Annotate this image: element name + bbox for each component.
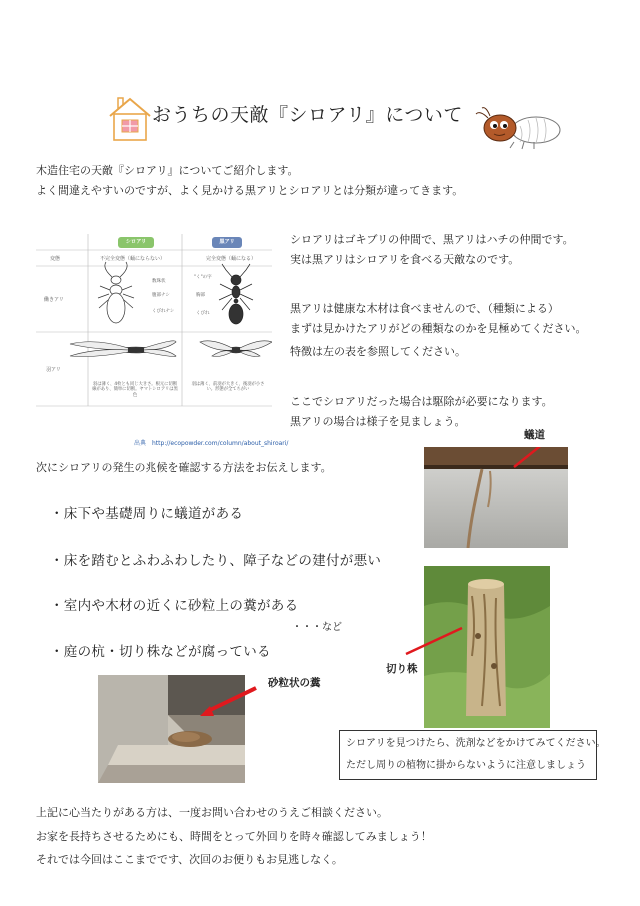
termite-mascot-icon (474, 104, 566, 150)
house-icon (108, 94, 152, 144)
row-label-hataraki: 働きアリ (44, 297, 64, 303)
right-text-1: シロアリはゴキブリの仲間で、黒アリはハチの仲間です。 (290, 233, 574, 246)
label-shiroari-shokkaku: 数珠状 (152, 279, 166, 284)
arrow-sanryu (196, 686, 258, 718)
sign-item-2: ・床を踏むとふわふわしたり、障子などの建付が悪い (50, 553, 382, 569)
source-credit-link[interactable]: 出典 http://ecopowder.com/column/about_shiroari/ (134, 440, 289, 447)
wing-note-shiroari: 羽は薄く、4枚とも同じ大きさ。根元に切断線があり、簡単に切断。ヤマトシロアリは黒色 (92, 382, 178, 398)
notice-line-1: シロアリを見つけたら、洗剤などをかけてみてください。 (346, 738, 606, 749)
label-kuroari-kubire: くびれ (196, 311, 210, 316)
label-shiroari-kubire: くびれナシ (152, 309, 175, 314)
row-label-henrai: 変態 (50, 256, 61, 262)
label-shiroari-kyobu: 腹部ナシ (152, 293, 170, 298)
table-header-kuroari: 黒アリ (219, 239, 235, 245)
intro-line-2: よく間違えやすいのですが、よく見かける黒アリとシロアリとは分類が違ってきます。 (36, 184, 464, 197)
etc-label: ・・・など (292, 622, 342, 633)
right-text-4: まずは見かけたアリがどの種類なのかを見極めてください。 (290, 322, 587, 335)
closing-line-2: お家を長持ちさせるためにも、時間をとって外回りを時々確認してみましょう！ (36, 830, 432, 843)
notice-box (339, 730, 606, 780)
closing-line-1: 上記に心当たりがある方は、一度お問い合わせのうえご相談ください。 (36, 806, 388, 819)
label-kuroari-fukubu: 胸部 (196, 293, 205, 298)
right-text-5: 特徴は左の表を参照してください。 (290, 345, 466, 358)
henrai-kuroari: 完全変態（蛹になる） (206, 256, 257, 262)
signs-intro: 次にシロアリの発生の兆候を確認する方法をお伝えします。 (36, 461, 332, 474)
label-kuroari-shokkaku: "く"の字 (194, 275, 212, 280)
photo-gido (424, 447, 568, 548)
notice-line-2: ただし周りの植物に掛からないように注意しましょう (346, 760, 586, 771)
ant-comparison-table (36, 234, 272, 420)
table-header-shiroari: シロアリ (125, 239, 147, 245)
right-text-2: 実は黒アリはシロアリを食べる天敵なのです。 (290, 253, 520, 266)
label-sanryu: 砂粒状の糞 (268, 677, 321, 689)
sign-item-1: ・床下や基礎周りに蟻道がある (50, 506, 244, 522)
wing-note-kuroari: 羽は薄く、前羽が大きく、後羽が小さい。形態が全てちがい (191, 382, 265, 393)
sign-item-4: ・庭の杭・切り株などが腐っている (50, 644, 271, 660)
arrow-kirikabu (404, 626, 464, 656)
page-title: おうちの天敵『シロアリ』について (152, 104, 463, 126)
intro-line-1: 木造住宅の天敵『シロアリ』についてご紹介します。 (36, 164, 299, 177)
right-text-7: 黒アリの場合は様子を見ましょう。 (290, 415, 466, 428)
label-kirikabu: 切り株 (386, 663, 418, 675)
row-label-hane: 羽アリ (46, 367, 61, 373)
closing-line-3: それでは今回はここまでです、次回のお便りもお見逃しなく。 (36, 853, 343, 866)
right-text-6: ここでシロアリだった場合は駆除が必要になります。 (290, 395, 553, 408)
label-gido: 蟻道 (524, 429, 545, 441)
henrai-shiroari: 不完全変態（蛹にならない） (100, 256, 166, 262)
right-text-3: 黒アリは健康な木材は食べませんので、（種類による） (290, 302, 559, 315)
sign-item-3: ・室内や木材の近くに砂粒上の糞がある (50, 598, 299, 614)
